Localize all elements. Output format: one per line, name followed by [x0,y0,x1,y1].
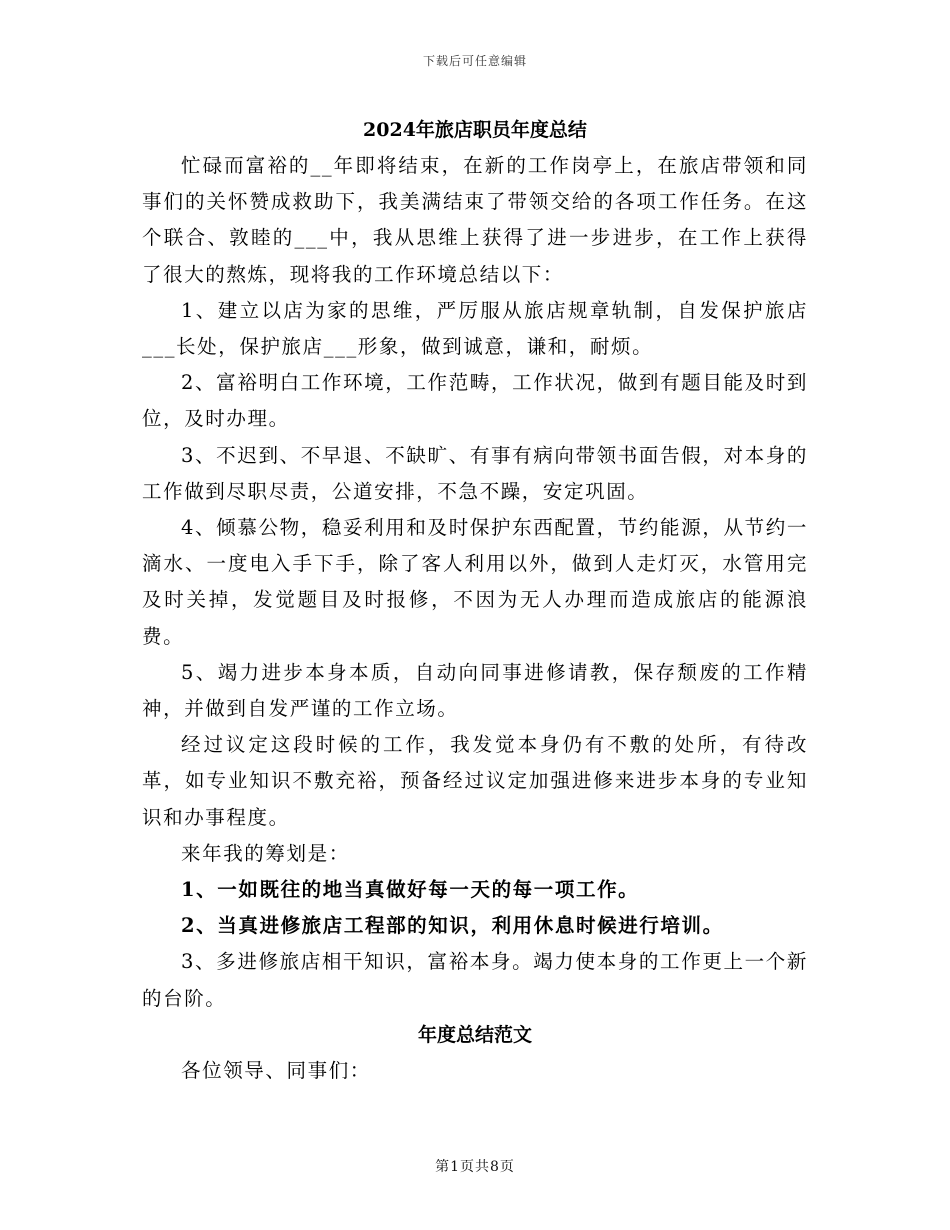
paragraph-plan-2: 2、当真进修旅店工程部的知识，利用休息时候进行培训。 [181,914,724,938]
document-body [142,112,808,1089]
page-footer: 第1页共8页 [435,1159,515,1175]
paragraph-item-3: 3、不迟到、不早退、不缺旷、有事有病向带领书面告假，对本身的工作做到尽职尽责，公道安排，不急不躁，安定巩固。 [142,443,808,503]
paragraph-item-4: 4、倾慕公物，稳妥利用和及时保护东西配置，节约能源，从节约一滴水、一度电入手下手，除了客人利用以外，做到人走灯灭，水管用完及时关掉，发觉题目及时报修，不因为无人办理而造成旅店的能源浪费。 [142,516,808,648]
paragraph-greeting: 各位领导、同事们： [181,1058,371,1082]
paragraph-item-5: 5、竭力进步本身本质，自动向同事进修请教，保存颓废的工作精神，并做到自发严谨的工作立场。 [142,660,808,721]
header-note: 下载后可任意编辑 [422,54,527,68]
document-title: 2024年旅店职员年度总结 [363,119,587,141]
paragraph-intro: 忙碌而富裕的__年即将结束，在新的工作岗亭上，在旅店带领和同事们的关怀赞成救助下，我美满结束了带领交给的各项工作任务。在这个联合、敦睦的___中，我从思维上获得了进一步进步，在工作上获得了很大的熬炼，现将我的工作环境总结以下： [142,154,808,286]
paragraph-plan-intro: 来年我的筹划是： [181,841,350,865]
paragraph-item-2: 2、富裕明白工作环境，工作范畴，工作状况，做到有题目能及时到位，及时办理。 [142,371,808,431]
paragraph-plan-1: 1、一如既往的地当真做好每一天的每一项工作。 [181,878,640,902]
section-title: 年度总结范文 [417,1023,532,1046]
paragraph-reflection: 经过议定这段时候的工作，我发觉本身仍有不敷的处所，有待改革，如专业知识不敷充裕，预备经过议定加强进修来进步本身的专业知识和办事程度。 [142,733,808,829]
paragraph-item-1: 1、建立以店为家的思维，严厉服从旅店规章轨制，自发保护旅店___长处，保护旅店___形象，做到诚意，谦和，耐烦。 [142,298,808,359]
paragraph-plan-3: 3、多进修旅店相干知识，富裕本身。竭力使本身的工作更上一个新的台阶。 [142,950,808,1010]
